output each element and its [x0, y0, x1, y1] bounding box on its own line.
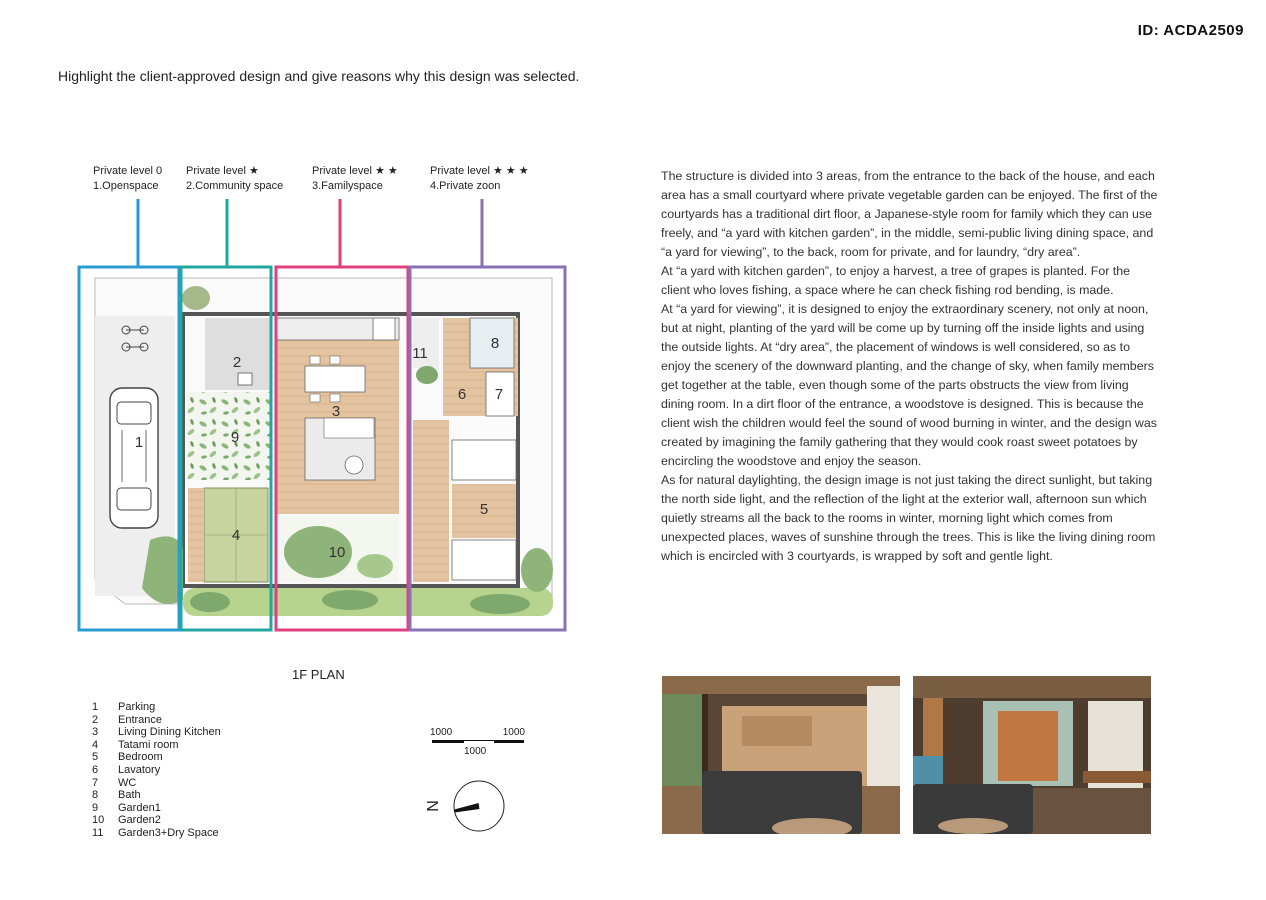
interior-photo-courtyard — [913, 676, 1151, 834]
level-2-label — [312, 164, 398, 194]
legend-number: 2 — [92, 713, 99, 726]
legend-number: 8 — [92, 789, 99, 802]
legend-item — [92, 814, 221, 827]
room-legend — [92, 701, 221, 840]
legend-item — [92, 827, 221, 840]
room-number-4: 4 — [231, 527, 241, 544]
room-number-9: 9 — [230, 429, 240, 446]
scale-label-left: 1000 — [430, 727, 453, 738]
room-number-2: 2 — [232, 354, 242, 371]
level-1-label — [186, 164, 283, 194]
legend-item — [92, 714, 221, 727]
level-0-label — [93, 164, 162, 194]
legend-label: Bath — [118, 789, 141, 802]
legend-number: 1 — [92, 701, 99, 713]
level-0-title: Private level 0 — [93, 165, 163, 177]
legend-number: 5 — [92, 751, 99, 764]
room-number-7: 7 — [494, 386, 504, 403]
level-1-zone: 2.Community space — [186, 180, 284, 192]
level-2-title: Private level ★ ★ — [312, 165, 398, 177]
legend-label: Garden3+Dry Space — [118, 826, 219, 839]
legend-number: 7 — [92, 776, 99, 789]
legend-label: Living Dining Kitchen — [118, 726, 221, 739]
room-number-1: 1 — [134, 434, 144, 451]
legend-label: Entrance — [118, 713, 163, 726]
description-paragraph: As for natural daylighting, the design image is not just taking the direct sunlight, but taking the north side light, and the reflection of the light at the exterior wall, afternoon sun which quietly streams all the back to the rooms in winter, morning light which comes from unexpected places, waves of sunshine through the trees. This is like the living dining room which is encircled with 3 courtyards, is wrapped by soft and gentle light. — [661, 473, 1156, 563]
legend-number: 9 — [92, 801, 99, 814]
legend-item — [92, 777, 221, 790]
legend-label: Tatami room — [118, 738, 179, 751]
design-description — [661, 167, 1158, 566]
level-3-title: Private level ★ ★ ★ — [430, 165, 529, 177]
legend-item — [92, 751, 221, 764]
legend-item — [92, 739, 221, 752]
description-paragraph: The structure is divided into 3 areas, from the entrance to the back of the house, and each area has a small courtyard where private vegetable garden can be enjoyed. The first of the courtyards has a traditional dirt floor, a Japanese-style room for family which they can use freely, and “a yard with kitchen garden”, in the middle, semi-public living dining space, and “a yard for viewing”, to the back, room for private, and for laundry, “dry area”. — [661, 169, 1158, 259]
scale-segment-light — [464, 740, 494, 743]
room-number-6: 6 — [457, 386, 467, 403]
legend-item — [92, 701, 221, 714]
description-paragraph: At “a yard with kitchen garden”, to enjoy a harvest, a tree of grapes is planted. For the client who loves fishing, a space where he can check fishing rod bending, is made. — [661, 264, 1131, 297]
room-number-10: 10 — [328, 544, 346, 561]
level-3-zone: 4.Private zoon — [430, 180, 501, 192]
legend-number: 6 — [92, 763, 99, 776]
description-paragraph: At “a yard for viewing”, it is designed to enjoy the extraordinary scenery, not only at noon, but at night, planting of the yard will be come up by turning off the inside lights and using the outside lights. At “dry area”, the placement of windows is well considered, so as to enjoy the scenery of the downward planting, and the change of sky, when family members get together at the table, even though some of the parts obstructs the view from living dining room. In a dirt floor of the entrance, a woodstove is designed. This is because the client wish the children would feel the sound of wood burning in winter, and the design was created by imagining the family gathering that they would cook roast sweet potatoes by encircling the woodstove and enjoy the season. — [661, 302, 1157, 468]
plan-title: 1F PLAN — [292, 667, 345, 682]
room-number-3: 3 — [331, 403, 341, 420]
legend-number: 4 — [92, 738, 99, 751]
prompt-text: Highlight the client-approved design and give reasons why this design was selected. — [58, 68, 580, 84]
scale-segment-dark — [494, 740, 524, 743]
scale-label-bottom: 1000 — [464, 746, 487, 757]
north-label: N — [424, 800, 442, 812]
document-id: ID: ACDA2509 — [1137, 22, 1244, 39]
room-number-11: 11 — [412, 345, 428, 362]
level-0-zone: 1.Openspace — [93, 180, 159, 192]
legend-item — [92, 726, 221, 739]
legend-label: Bedroom — [118, 751, 163, 764]
room-number-8: 8 — [490, 335, 500, 352]
legend-label: Lavatory — [118, 763, 161, 776]
interior-photo-living — [662, 676, 900, 834]
level-3-label — [430, 164, 529, 194]
scale-label-right: 1000 — [502, 727, 525, 738]
scale-segment-dark — [432, 740, 464, 743]
legend-item — [92, 764, 221, 777]
level-1-title: Private level ★ — [186, 165, 259, 177]
legend-number: 3 — [92, 726, 99, 739]
level-2-zone: 3.Familyspace — [312, 180, 383, 192]
legend-label: Parking — [118, 701, 156, 713]
north-arrow-icon — [426, 777, 508, 833]
legend-label: Garden2 — [118, 814, 161, 827]
legend-item — [92, 789, 221, 802]
room-number-5: 5 — [479, 501, 489, 518]
car-icon — [110, 388, 158, 528]
legend-label: Garden1 — [118, 801, 161, 814]
scale-bar — [430, 727, 525, 759]
legend-label: WC — [118, 776, 137, 789]
legend-number: 11 — [92, 826, 104, 839]
legend-item — [92, 802, 221, 815]
legend-number: 10 — [92, 814, 105, 827]
floor-plan — [70, 195, 580, 640]
